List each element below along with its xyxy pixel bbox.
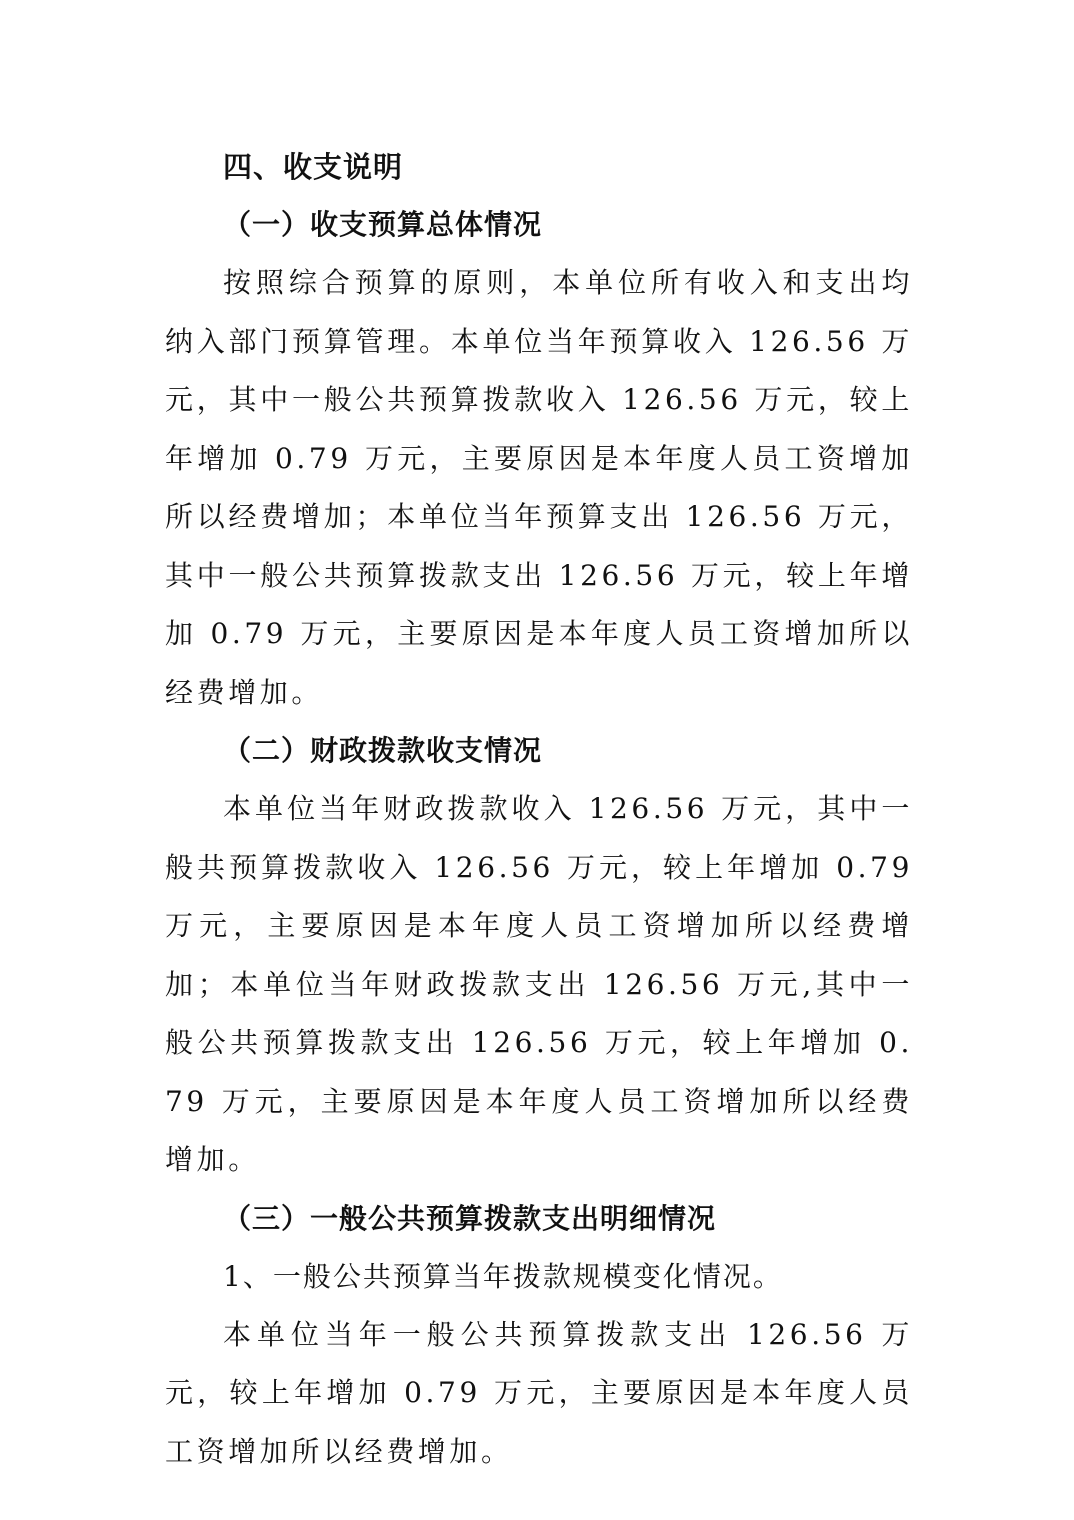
paragraph-fiscal-allocation: 本单位当年财政拨款收入 126.56 万元，其中一般共预算拨款收入 126.56 万元，较上年增加 0.79 万元，主要原因是本年度人员工资增加所以经费增加；本单位当年财政拨款支出 126.56 万元,其中一般公共预算拨款支出 126.56 万元，较上年增加 0.79 万元，主要原因是本年度人员工资增加所以经费增加。 [165,792,913,1176]
subsection-heading-3: （三）一般公共预算拨款支出明细情况 [223,1201,717,1235]
paragraph-budget-overview: 按照综合预算的原则，本单位所有收入和支出均纳入部门预算管理。本单位当年预算收入 126.56 万元，其中一般公共预算拨款收入 126.56 万元，较上年增加 0.79 万元，主要原因是本年度人员工资增加所以经费增加；本单位当年预算支出 126.56 万元，其中一般公共预算拨款支出 126.56 万元，较上年增加 0.79 万元，主要原因是本年度人员工资增加所以经费增加。 [165,266,913,709]
section-title: 四、收支说明 [223,150,404,184]
paragraph-general-budget-expense: 本单位当年一般公共预算拨款支出 126.56 万元，较上年增加 0.79 万元，主要原因是本年度人员工资增加所以经费增加。 [165,1317,913,1468]
document-page [165,138,913,1481]
subsection-heading-1: （一）收支预算总体情况 [223,208,543,241]
subsection-heading-2: （二）财政拨款收支情况 [223,734,543,767]
list-item-scale-change: 1、一般公共预算当年拨款规模变化情况。 [223,1259,783,1293]
